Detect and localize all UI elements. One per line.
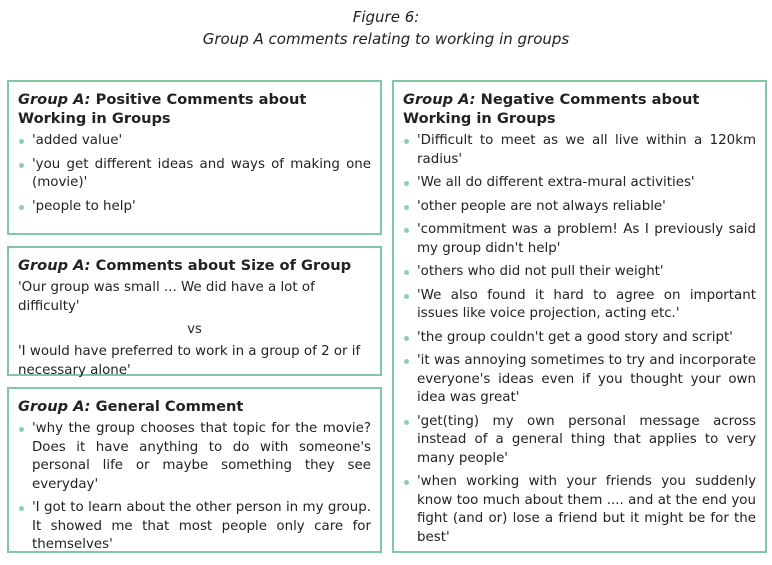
heading-prefix: Group A: [18,257,91,274]
list-item: 'added value' [18,132,371,151]
general-comment-box [7,387,382,553]
general-comment-heading [18,397,371,416]
positive-comments-list [18,132,371,216]
list-item: 'I got to learn about the other person in my group. It showed me that most people only care for themselves' [18,499,371,555]
list-item: 'it was annoying sometimes to try and incorporate everyone's ideas even if you thought your own idea was great' [403,352,756,408]
general-comment-list [18,420,371,555]
heading-text: Negative Comments about Working in Groups [403,91,700,127]
negative-comments-heading [403,90,756,128]
heading-text: Positive Comments about Working in Groups [18,91,307,127]
list-item: 'other people are not always reliable' [403,198,756,217]
heading-text: Comments about Size of Group [95,257,352,274]
list-item: 'Difficult to meet as we all live within a 120km radius' [403,132,756,169]
figure-caption [0,6,772,50]
negative-comments-list [403,132,756,547]
list-item: 'people to help' [18,198,371,217]
size-quote-2: 'I would have preferred to work in a group of 2 or if necessary alone' [18,344,361,378]
list-item: 'the group couldn't get a good story and script' [403,329,756,348]
list-item: 'We also found it hard to agree on important issues like voice projection, acting etc.' [403,287,756,324]
group-size-heading [18,256,371,275]
list-item: 'We all do different extra-mural activities' [403,174,756,193]
versus-label: vs [187,322,202,337]
list-item: 'commitment was a problem! As I previously said my group didn't help' [403,221,756,258]
group-size-comments-box [7,246,382,376]
heading-prefix: Group A: [403,91,476,108]
heading-text: General Comment [95,398,244,415]
positive-comments-box [7,80,382,235]
positive-comments-heading [18,90,371,128]
list-item: 'you get different ideas and ways of making one (movie)' [18,156,371,193]
list-item: 'others who did not pull their weight' [403,263,756,282]
negative-comments-box [392,80,767,553]
figure-title: Group A comments relating to working in groups [202,30,570,48]
figure-label: Figure 6: [352,8,420,26]
size-quote-1: 'Our group was small ... We did have a lot of difficulty' [18,280,315,314]
heading-prefix: Group A: [18,398,91,415]
list-item: 'when working with your friends you suddenly know too much about them .... and at the end you fight (and or) lose a friend but it might be for the best' [403,473,756,547]
heading-prefix: Group A: [18,91,91,108]
list-item: 'get(ting) my own personal message across instead of a general thing that applies to very many people' [403,413,756,469]
list-item: 'why the group chooses that topic for the movie? Does it have anything to do with someone's personal life or maybe something they see everyday' [18,420,371,494]
